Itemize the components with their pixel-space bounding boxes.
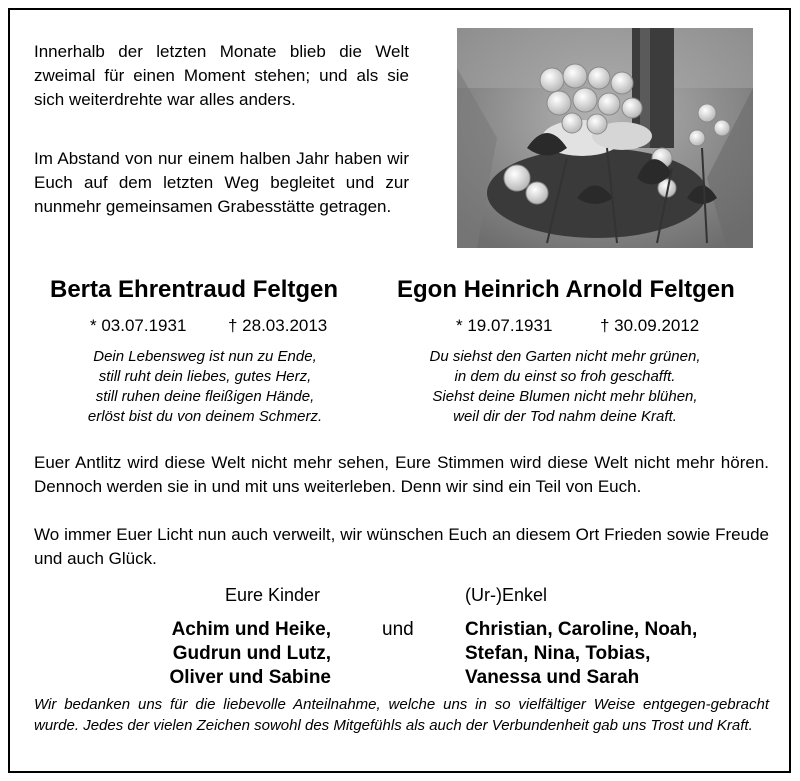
grandchildren-names [465,618,697,690]
poem-line: still ruht dein liebes, gutes Herz, [98,368,312,385]
grandchildren-line: Stefan, Nina, Tobias, [465,643,651,664]
poem-line: still ruhen deine fleißigen Hände, [95,388,315,405]
children-line: Gudrun und Lutz, [172,643,331,664]
grandchildren-heading: (Ur-)Enkel [465,585,548,605]
birth-date-egon: * 19.07.1931 [456,316,553,335]
children-names [169,618,331,690]
poem-line: weil dir der Tod nahm deine Kraft. [453,408,677,425]
obituary-notice [8,8,791,773]
poem-line: Du siehst den Garten nicht mehr grünen, [429,348,701,365]
death-date-berta: † 28.03.2013 [228,316,328,335]
death-date-egon: † 30.09.2012 [600,316,700,335]
children-line: Oliver und Sabine [169,667,331,688]
grandchildren-line: Christian, Caroline, Noah, [465,619,698,640]
grandchildren-line: Vanessa und Sarah [465,667,640,688]
poem-line: erlöst bist du von deinem Schmerz. [87,408,323,425]
grave-flowers-image [457,28,753,248]
poem-line: in dem du einst so froh geschafft. [454,368,676,385]
birth-date-berta: * 03.07.1931 [90,316,187,335]
deceased-name-egon: Egon Heinrich Arnold Feltgen [397,276,735,303]
conjunction-und: und [382,619,414,640]
body-paragraph-2: Wo immer Euer Licht nun auch verweilt, wir wünschen Euch an diesem Ort Frieden sowie Freude und auch Glück. [34,525,769,568]
poem-line: Dein Lebensweg ist nun zu Ende, [93,348,317,365]
thanks-note: Wir bedanken uns für die liebevolle Anteilnahme, welche uns in so vielfältiger Weise entgegen-gebracht wurde. Jedes der vielen Zeichen sowohl des Mitgefühls als auch der Verbundenheit gab uns Trost und Kraft. [34,696,769,734]
children-line: Achim und Heike, [171,619,331,640]
poem-line: Siehst deine Blumen nicht mehr blühen, [432,388,698,405]
intro-paragraph-2: Im Abstand von nur einem halben Jahr haben wir Euch auf dem letzten Weg begleitet und zur nunmehr gemeinsamen Grabesstätte getragen. [34,149,409,216]
children-heading: Eure Kinder [225,585,321,605]
poem-berta [40,347,370,427]
intro-paragraph-1: Innerhalb der letzten Monate blieb die Welt zweimal für einen Moment stehen; und als sie sich weiterdrehte war alles anders. [34,42,409,109]
grave-flowers-photo [457,28,753,248]
body-paragraph-1: Euer Antlitz wird diese Welt nicht mehr sehen, Eure Stimmen wird diese Welt nicht mehr hören. Dennoch werden sie in und mit uns weiterleben. Denn wir sind ein Teil von Euch. [34,453,769,496]
poem-egon [400,347,730,427]
deceased-name-berta: Berta Ehrentraud Feltgen [50,276,339,303]
